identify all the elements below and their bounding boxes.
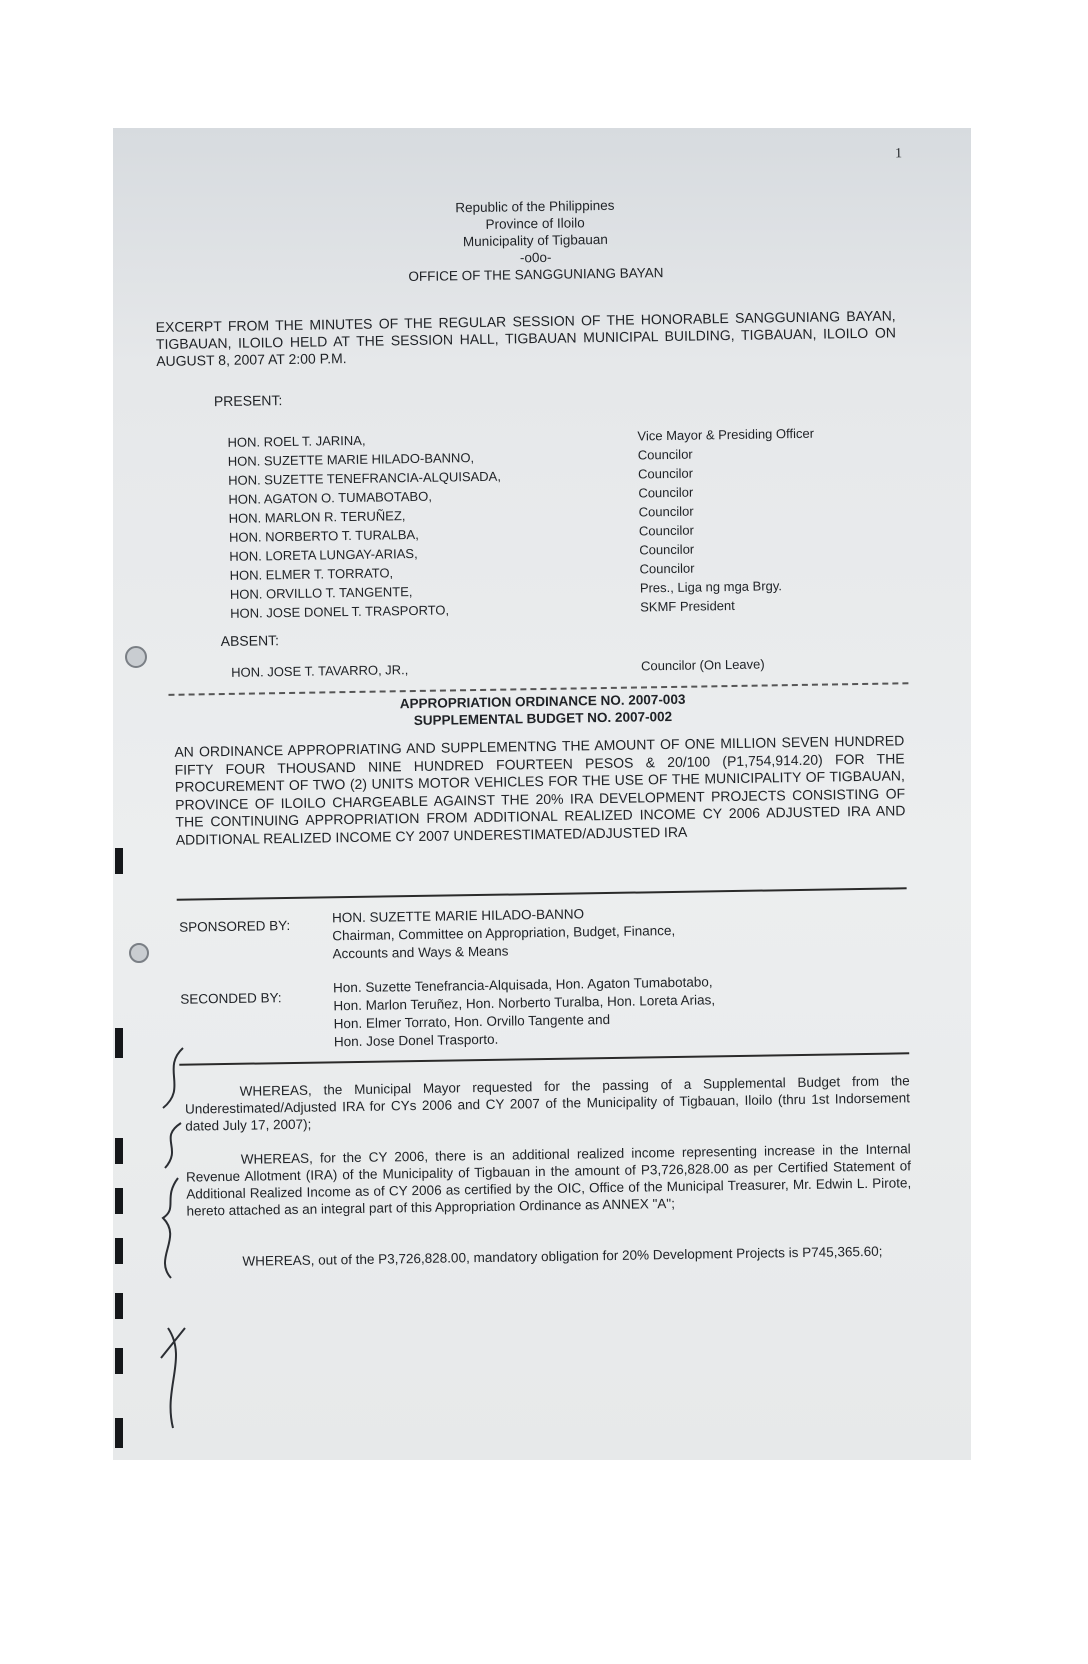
whereas-paragraph: WHEREAS, for the CY 2006, there is an additional realized income representing increase in the Internal Revenue Allotment (IRA) of the Municipality of Tigbauan in the amount of P3,726,828.00 as per Certified Statement of Additional Realized Income as of CY 2006 as certified by the OIC, Office of the Municipal Treasurer, Mr. Edwin L. Pirote, hereto attached as an integral part of this Appropriation Ordinance as ANNEX "A"; [185,1141,912,1219]
seconded-label: SECONDED BY: [180,990,282,1007]
letterhead-municipality: Municipality of Tigbauan [462,231,608,250]
list-item: HON. SUZETTE TENEFRANCIA-ALQUISADA, Councilor [228,465,694,488]
sponsor-block [332,904,676,963]
seconder-line: Hon. Marlon Teruñez, Hon. Norberto Turalba, Hon. Loreta Arias, [333,992,716,1014]
letterhead-province: Province of Iloilo [485,215,585,232]
list-item: HON. ORVILLO T. TANGENTE, Pres., Liga ng mga Brgy. [229,578,783,602]
binding-hole [115,1418,123,1448]
ordinance-text: AN ORDINANCE APPROPRIATING AND SUPPLEMENTNG THE AMOUNT OF ONE MILLION SEVEN HUNDRED FIFTY FOUR THOUSAND NINE HUNDRED FOURTEEN PESOS & 20/100 (P1,754,914.20) FOR THE PROCUREMENT OF TWO (2) UNITS MOTOR VEHICLES FOR THE USE OF THE MUNICIPALITY OF TIGBAUAN, PROVINCE OF ILOILO CHARGEABLE AGAINST THE 20% IRA DEVELOPMENT PROJECTS CONSISTING OF THE CONTINUING APPROPRIATION FROM ADDITIONAL REALIZED INCOME CY 2006 ADJUSTED IRA AND ADDITIONAL REALIZED INCOME CY 2007 UNDERESTIMATED/ADJUSTED IRA [174,732,906,848]
list-item: HON. JOSE T. TAVARRO, JR., Councilor (On Leave) [231,656,765,680]
list-item: HON. JOSE DONEL T. TRASPORTO, SKMF President [230,597,735,621]
excerpt-heading: EXCERPT FROM THE MINUTES OF THE REGULAR SESSION OF THE HONORABLE SANGGUNIANG BAYAN, TIGBAUAN, ILOILO HELD AT THE SESSION HALL, TIGBAUAN MUNICIPAL BUILDING, TIGBAUAN, ILOILO ON AUGUST 8, 2007 AT 2:00 P.M. [155,307,897,370]
seconder-line: Hon. Elmer Torrato, Hon. Orvillo Tangente and [333,1011,611,1032]
list-item: HON. NORBERTO T. TURALBA, Councilor [228,522,695,545]
letterhead-country: Republic of the Philippines [455,197,615,216]
letterhead [113,191,965,289]
divider [177,887,907,900]
absent-label: ABSENT: [220,632,280,650]
whereas-paragraph: WHEREAS, the Municipal Mayor requested for the passing of a Supplemental Budget from the Underestimated/Adjusted IRA for CYs 2006 and CY 2007 of the Municipality of Tigbauan, Iloilo (thru 1st Indorsement dated July 17, 2007); [184,1073,911,1134]
sponsored-label: SPONSORED BY: [179,917,291,935]
present-list [227,423,850,623]
sponsor-title: Chairman, Committee on Appropriation, Budget, Finance, [332,922,676,944]
list-item: HON. SUZETTE MARIE HILADO-BANNO, Councilor [227,446,693,469]
present-label: PRESENT: [213,392,283,410]
document-photo [113,128,971,1460]
whereas-paragraph: WHEREAS, out of the P3,726,828.00, mandatory obligation for 20% Development Projects is P745,365.60; [242,1243,883,1269]
letterhead-office: OFFICE OF THE SANGGUNIANG BAYAN [408,265,664,285]
document-page [113,128,971,1460]
sponsor-title: Accounts and Ways & Means [332,943,509,962]
binding-hole [115,1348,123,1374]
seconder-line: Hon. Suzette Tenefrancia-Alquisada, Hon. Agaton Tumabotabo, [332,974,713,996]
list-item: HON. AGATON O. TUMABOTABO, Councilor [228,484,694,507]
budget-number: SUPPLEMENTAL BUDGET NO. 2007-002 [413,708,673,729]
page-number: 1 [894,146,903,162]
letterhead-ornament: -o0o- [519,249,552,266]
list-item: HON. ELMER T. TORRATO, Councilor [229,560,695,583]
sponsor-name: HON. SUZETTE MARIE HILADO-BANNO [331,906,585,926]
seconder-block [333,973,716,1051]
divider [179,1052,909,1065]
list-item: HON. LORETA LUNGAY-ARIAS, Councilor [229,541,695,564]
seconder-line: Hon. Jose Donel Trasporto. [333,1031,499,1050]
list-item: HON. ROEL T. JARINA, Vice Mayor & Presiding Officer [227,425,815,450]
ordinance-number: APPROPRIATION ORDINANCE NO. 2007-003 [399,691,686,712]
list-item: HON. MARLON R. TERUÑEZ, Councilor [228,503,694,526]
binding-hole [115,1293,123,1319]
absent-list [231,653,851,682]
